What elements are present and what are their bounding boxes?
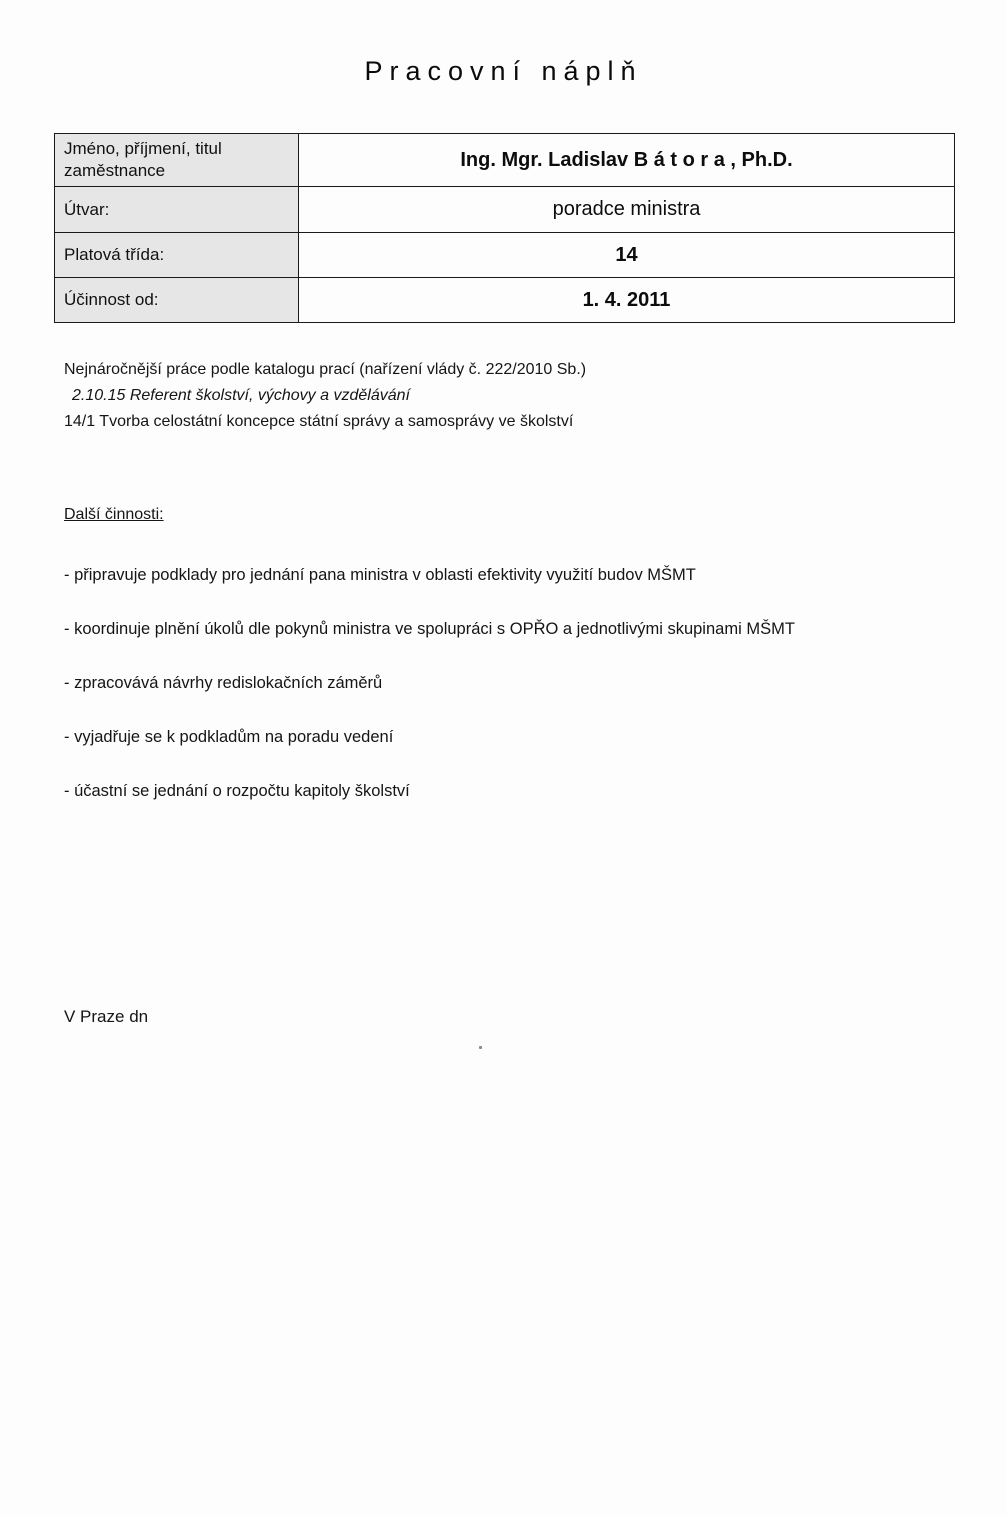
list-item: - připravuje podklady pro jednání pana ministra v oblasti efektivity využití budov MŠMT	[64, 566, 696, 584]
effective-date-value: 1. 4. 2011	[299, 278, 955, 323]
list-item: - účastní se jednání o rozpočtu kapitoly školství	[64, 782, 410, 800]
work-catalog-section	[64, 357, 944, 435]
document-title: Pracovní náplň	[364, 56, 643, 86]
salary-class-value: 14	[299, 233, 955, 278]
salary-class-label: Platová třída:	[55, 233, 299, 278]
other-activities-heading: Další činnosti:	[64, 506, 164, 523]
name-label: Jméno, příjmení, titul zaměstnance	[55, 134, 299, 187]
employee-name: Ing. Mgr. Ladislav B á t o r a , Ph.D.	[299, 134, 955, 187]
table-row	[55, 233, 955, 278]
scan-speck	[479, 1046, 482, 1049]
table-row	[55, 134, 955, 187]
list-item: - vyjadřuje se k podkladům na poradu vedení	[64, 728, 394, 746]
employee-info-table	[54, 133, 955, 323]
list-item: - koordinuje plnění úkolů dle pokynů ministra ve spolupráci s OPŘO a jednotlivými skupinami MŠMT	[64, 620, 795, 638]
place-date-line: V Praze dn	[64, 1007, 149, 1026]
unit-label: Útvar:	[55, 187, 299, 233]
list-item: - zpracovává návrhy redislokačních záměrů	[64, 674, 383, 692]
activities-list	[64, 562, 954, 805]
effective-date-label: Účinnost od:	[55, 278, 299, 323]
unit-value: poradce ministra	[299, 187, 955, 233]
catalog-class-description: 14/1 Tvorba celostátní koncepce státní správy a samosprávy ve školství	[64, 413, 574, 430]
catalog-intro: Nejnáročnější práce podle katalogu prací (nařízení vlády č. 222/2010 Sb.)	[64, 361, 587, 378]
catalog-reference: 2.10.15 Referent školství, výchovy a vzdělávání	[72, 387, 410, 404]
table-row	[55, 278, 955, 323]
table-row	[55, 187, 955, 233]
